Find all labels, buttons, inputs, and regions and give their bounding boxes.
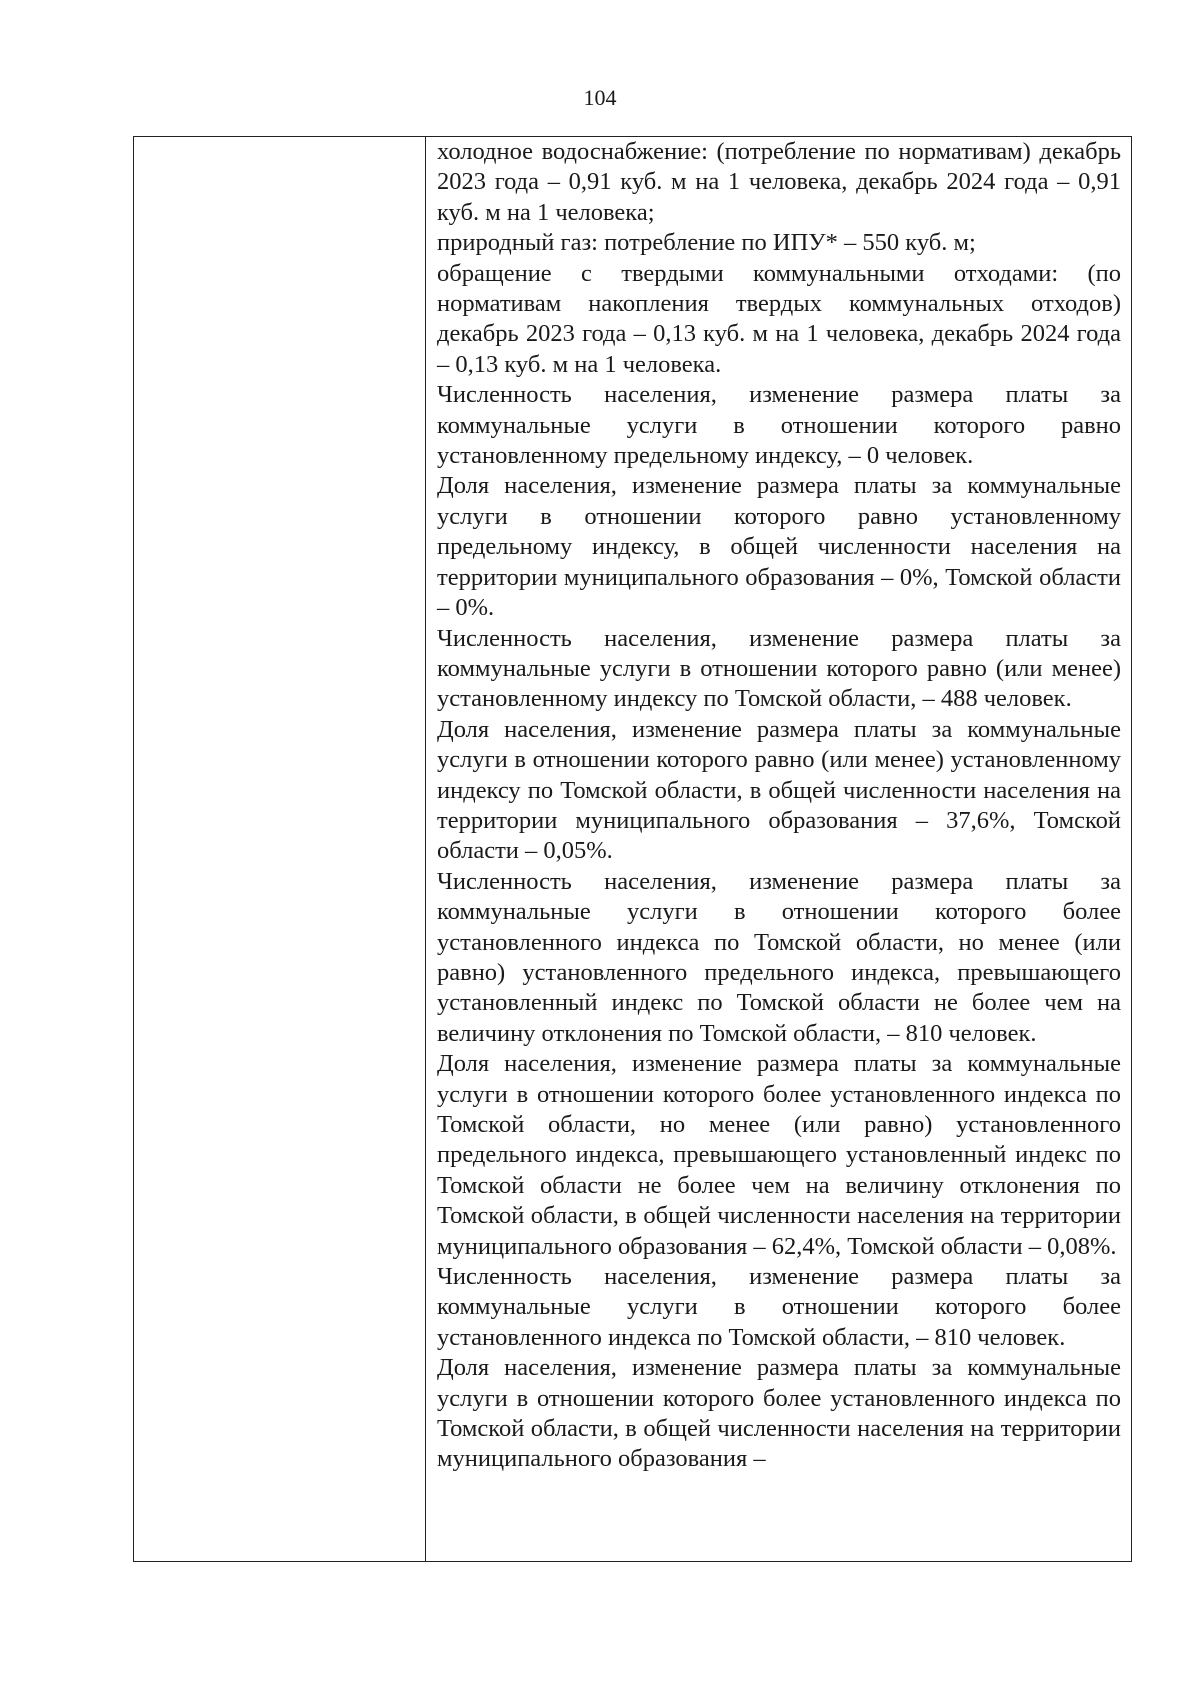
table-right-cell — [426, 137, 1131, 1561]
paragraph-population-equal-or-less-index: Численность населения, изменение размера платы за коммунальные услуги в отношении которого равно (или менее) установленному индексу по Томской области, – 488 человек. — [437, 624, 1121, 713]
paragraph-natural-gas: природный газ: потребление по ИПУ* – 550 куб. м; — [437, 229, 976, 257]
page-number: 104 — [583, 85, 617, 110]
paragraph-population-above-index-within-deviation: Численность населения, изменение размера платы за коммунальные услуги в отношении которого более установленного индекса по Томской области, но менее (или равно) установленного предельного индекса, превышающего установленный индекс по Томской области не более чем на величину отклонения по Томской области, – 810 человек. — [437, 867, 1121, 1047]
paragraph-population-above-index: Численность населения, изменение размера платы за коммунальные услуги в отношении которого более установленного индекса по Томской области, – 810 человек. — [437, 1263, 1121, 1351]
table-left-cell — [134, 137, 426, 1561]
paragraph-solid-waste: обращение с твердыми коммунальными отходами: (по нормативам накопления твердых коммунальных отходов) декабрь 2023 года – 0,13 куб. м на 1 человека, декабрь 2024 года – 0,13 куб. м на 1 человека. — [437, 259, 1121, 378]
paragraph-population-equal-limit: Численность населения, изменение размера платы за коммунальные услуги в отношении которого равно установленному предельному индексу, – 0 человек. — [437, 381, 1121, 470]
paragraph-share-above-index-within-deviation: Доля населения, изменение размера платы за коммунальные услуги в отношении которого более установленного индекса по Томской области, но менее (или равно) установленного предельного индекса, превышающего установленный индекс по Томской области не более чем на величину отклонения по Томской области, в общей численности населения на территории муниципального образования – 62,4%, Томской области – 0,08%. — [437, 1050, 1121, 1260]
paragraph-share-above-index: Доля населения, изменение размера платы за коммунальные услуги в отношении которого более установленного индекса по Томской области, в общей численности населения на территории муниципального образования – — [437, 1354, 1121, 1473]
paragraph-share-equal-or-less-index: Доля населения, изменение размера платы за коммунальные услуги в отношении которого равно (или менее) установленному индексу по Томской области, в общей численности населения на территории муниципального образования – 37,6%, Томской области – 0,05%. — [437, 715, 1121, 865]
document-table — [133, 136, 1132, 1562]
paragraph-share-equal-limit: Доля населения, изменение размера платы за коммунальные услуги в отношении которого равно установленному предельному индексу, в общей численности населения на территории муниципального образования – 0%, Томской области – 0%. — [437, 472, 1121, 622]
paragraph-cold-water: холодное водоснабжение: (потребление по нормативам) декабрь 2023 года – 0,91 куб. м на 1 человека, декабрь 2024 года – 0,91 куб. м на 1 человека; — [437, 138, 1121, 226]
